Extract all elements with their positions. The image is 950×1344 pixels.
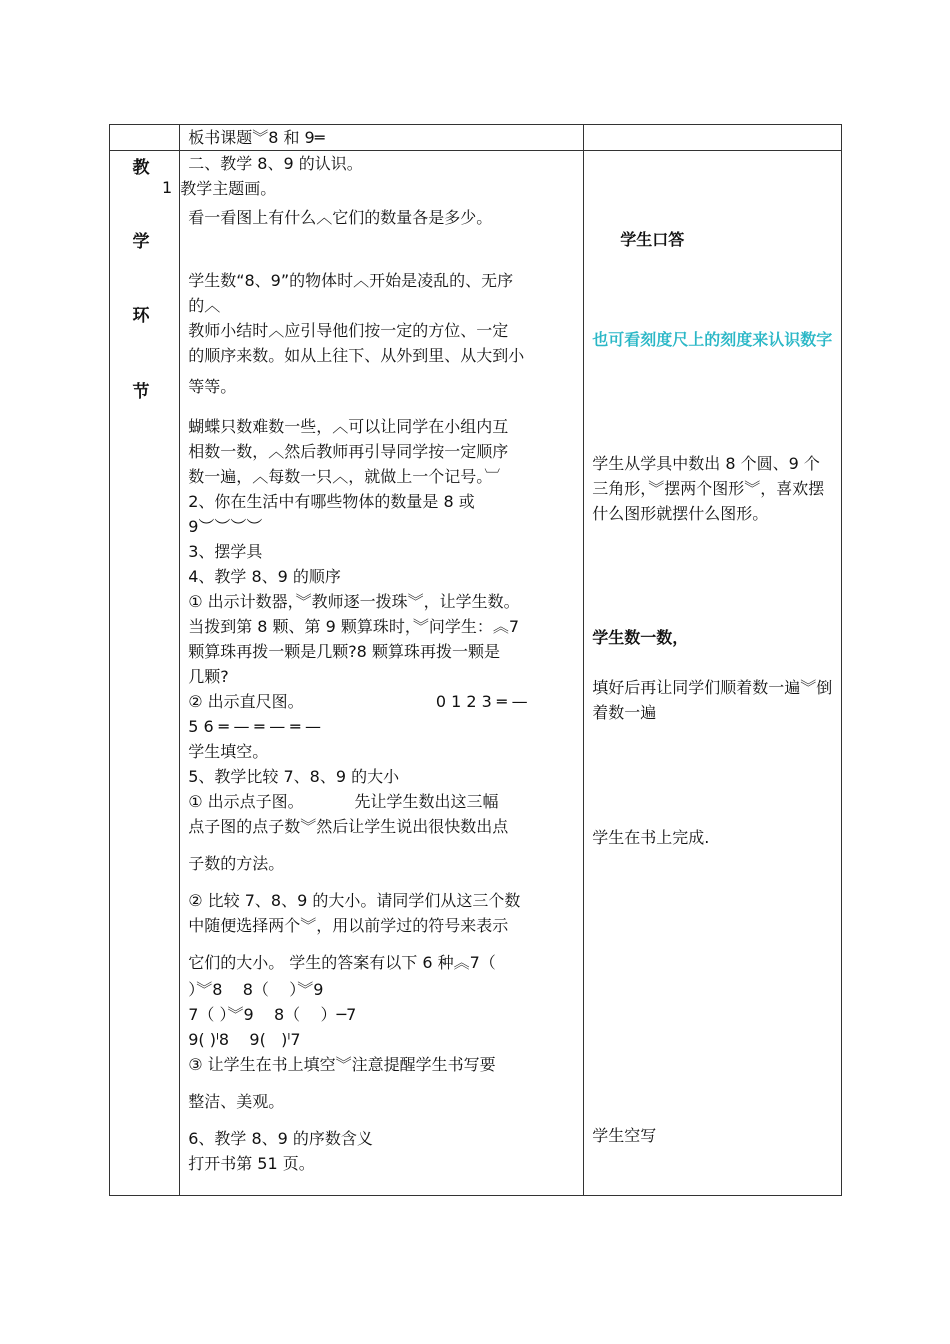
content-line: 3、摆学具	[188, 542, 263, 561]
content-line: 子数的方法。	[188, 854, 285, 873]
content-spacer	[188, 230, 577, 268]
header-side-cell	[110, 125, 180, 151]
content-line: 几颗?	[188, 667, 229, 686]
content-line: 7（ ）︾9 8（ ）─7	[188, 1005, 357, 1024]
content-line: 学生数“8、9”的物体时︿开始是凌乱的、无序	[188, 271, 514, 290]
book-note: 学生在书上完成.	[592, 828, 710, 847]
content-line: 颗算珠再拨一颗是几颗?8 颗算珠再拨一颗是	[188, 642, 500, 661]
count-note: 填好后再让同学们顺着数一遍︾倒着数一遍	[592, 678, 833, 722]
content-line: 的︿	[188, 296, 221, 315]
content-line: 教学主题画。	[180, 179, 277, 198]
content-line: 中随便选择两个︾，用以前学过的符号来表示	[188, 916, 509, 935]
content-line: ① 出示点子图。 先让学生数出这三幅	[188, 792, 499, 811]
content-line: 4、教学 8、9 的顺序	[188, 567, 341, 586]
header-row	[110, 125, 842, 151]
content-line: 9( )ᴵ8 9( )ᴵ7	[188, 1030, 301, 1049]
student-activity-cell	[584, 151, 842, 1196]
content-line: 5 6 ═ — ═ — ═ —	[188, 717, 322, 736]
content-line: 学生填空。	[188, 742, 269, 761]
content-line: ）︾8 8（ ）︾9	[188, 980, 324, 999]
section-label-char: 学	[132, 232, 150, 252]
section-label-char: 教	[132, 158, 150, 178]
content-line: 蝴蝶只数难数一些，︿可以让同学在小组内互	[188, 417, 509, 436]
content-line: 当拨到第 8 颗、第 9 颗算珠时，︾问学生：︽7	[188, 617, 520, 636]
ruler-note: 也可看刻度尺上的刻度来认识数字	[592, 330, 833, 349]
content-line: 数一遍，︿每数一只︿，就做上一个记号。︺	[188, 467, 501, 486]
content-line: ② 比较 7、8、9 的大小。请同学们从这三个数	[188, 891, 521, 910]
section-label-char: 环	[132, 306, 150, 326]
shapes-note: 学生从学具中数出 8 个圆、9 个三角形，︾摆两个图形︾，喜欢摆什么图形就摆什么图形。	[592, 454, 825, 523]
answer-note: 学生口答	[620, 230, 685, 249]
teaching-content-cell	[180, 151, 584, 1196]
content-line: 二、教学 8、9 的认识。	[188, 154, 363, 173]
content-line: ① 出示计数器，︾教师逐一拨珠︾，让学生数。	[188, 592, 520, 611]
content-line: 相数一数，︿然后教师再引导同学按一定顺序	[188, 442, 509, 461]
content-line: 2、你在生活中有哪些物体的数量是 8 或	[188, 492, 475, 511]
board-title: 板书课题︾8 和 9═	[188, 128, 325, 147]
body-row	[110, 151, 842, 1196]
section-label-char: 节	[132, 382, 150, 402]
content-line: 5、教学比较 7、8、9 的大小	[188, 767, 400, 786]
content-line: 点子图的点子数︾然后让学生说出很快数出点	[188, 817, 509, 836]
content-line: 打开书第 51 页。	[188, 1154, 315, 1173]
section-label-cell	[110, 151, 180, 1196]
fill-note: 学生空写	[592, 1126, 657, 1145]
lesson-plan-table	[109, 124, 842, 1196]
content-line: ③ 让学生在书上填空︾注意提醒学生书写要	[188, 1055, 496, 1074]
content-line: 整洁、美观。	[188, 1092, 285, 1111]
content-line: 的顺序来数。如从上往下、从外到里、从大到小	[188, 346, 525, 365]
step-number: 1	[162, 178, 173, 197]
content-line: 6、教学 8、9 的序数含义	[188, 1129, 373, 1148]
content-line: 教师小结时︿应引导他们按一定的方位、一定	[188, 321, 509, 340]
content-line: 等等。	[188, 377, 237, 396]
content-line: ② 出示直尺图。 0 1 2 3 ═ —	[188, 692, 528, 711]
content-line: 看一看图上有什么︿它们的数量各是多少。	[188, 208, 493, 227]
header-right-cell	[584, 125, 842, 151]
content-line: 9︶︶︶︶	[188, 517, 263, 536]
content-line: 它们的大小。 学生的答案有以下 6 种︽7（	[188, 953, 496, 972]
header-mid-cell	[180, 125, 584, 151]
count-title: 学生数一数，	[592, 628, 689, 647]
